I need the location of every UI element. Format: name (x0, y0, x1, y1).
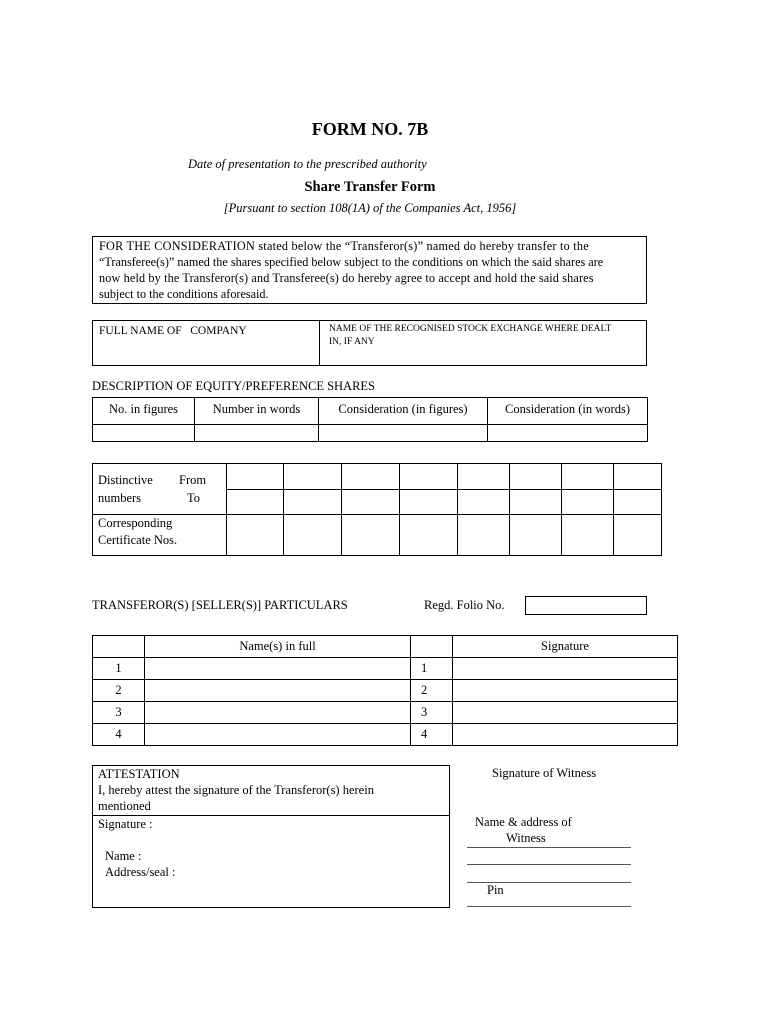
distinctive-label: Distinctive (98, 473, 153, 487)
transferor-table (92, 635, 678, 746)
regd-folio-field[interactable] (525, 596, 647, 615)
regd-folio-label: Regd. Folio No. (424, 598, 505, 612)
attestation-address-label: Address/seal : (105, 865, 176, 879)
witness-name-address-label: Name & address of (475, 815, 572, 829)
consideration-line-3: now held by the Transferor(s) and Transferee(s) do hereby agree to accept and hold the said shares (99, 271, 594, 285)
company-box (92, 320, 647, 366)
name-field[interactable] (145, 702, 411, 724)
signature-field[interactable] (453, 724, 678, 746)
certificate-label: Corresponding (98, 516, 173, 530)
attestation-heading: ATTESTATION (98, 767, 180, 781)
distinctive-label-cont: numbers (98, 491, 142, 505)
stock-exchange-label-cont: IN, IF ANY (329, 337, 375, 347)
col-signature: Signature (453, 636, 678, 658)
no-in-figures-field[interactable] (93, 425, 195, 442)
consideration-line-2: “Transferee(s)” named the shares specified below subject to the conditions on which the said shares are (99, 255, 604, 269)
col-consideration-words: Consideration (in words) (488, 398, 648, 425)
date-of-presentation-line: Date of presentation to the prescribed authority (188, 157, 427, 171)
row-number: 4 (411, 724, 453, 746)
row-number: 3 (93, 702, 145, 724)
full-name-of-company-label: FULL NAME OF COMPANY (99, 325, 247, 337)
col-names-in-full: Name(s) in full (145, 636, 411, 658)
row-number: 2 (93, 680, 145, 702)
certificate-label-cont: Certificate Nos. (98, 533, 178, 547)
shares-description-heading: DESCRIPTION OF EQUITY/PREFERENCE SHARES (92, 379, 376, 393)
row-number: 3 (411, 702, 453, 724)
to-label: To (187, 491, 201, 505)
attestation-text: I, hereby attest the signature of the Transferor(s) herein (98, 783, 374, 797)
witness-line[interactable] (467, 847, 631, 848)
attestation-text-cont: mentioned (98, 799, 151, 813)
consideration-figures-field[interactable] (319, 425, 488, 442)
row-number: 2 (411, 680, 453, 702)
transferor-heading: TRANSFEROR(S) [SELLER(S)] PARTICULARS (92, 598, 348, 612)
consideration-words-field[interactable] (488, 425, 648, 442)
row-number: 4 (93, 724, 145, 746)
number-in-words-field[interactable] (195, 425, 319, 442)
table-row (93, 658, 678, 680)
witness-signature-label: Signature of Witness (492, 766, 597, 780)
signature-field[interactable] (453, 658, 678, 680)
form-title: Share Transfer Form (304, 179, 436, 195)
distinctive-numbers-box (92, 463, 662, 556)
row-number: 1 (411, 658, 453, 680)
witness-pin-line[interactable] (467, 906, 631, 907)
signature-field[interactable] (453, 702, 678, 724)
witness-pin-label: Pin (487, 883, 504, 897)
col-consideration-figures: Consideration (in figures) (319, 398, 488, 425)
attestation-box (92, 765, 450, 908)
shares-table (92, 397, 648, 442)
form-number: FORM NO. 7B (311, 119, 429, 139)
witness-line[interactable] (467, 864, 631, 865)
table-row (93, 702, 678, 724)
col-number-in-words: Number in words (195, 398, 319, 425)
consideration-line-4: subject to the conditions aforesaid. (99, 287, 269, 301)
table-row (93, 680, 678, 702)
attestation-name-label: Name : (105, 849, 142, 863)
name-field[interactable] (145, 658, 411, 680)
consideration-line-1: FOR THE CONSIDERATION stated below the “Transferor(s)” named do hereby transfer to the (99, 239, 589, 253)
name-field[interactable] (145, 724, 411, 746)
signature-field[interactable] (453, 680, 678, 702)
stock-exchange-label: NAME OF THE RECOGNISED STOCK EXCHANGE WHERE DEALT (329, 324, 612, 334)
name-field[interactable] (145, 680, 411, 702)
attestation-signature-label: Signature : (98, 817, 153, 831)
from-label: From (179, 473, 207, 487)
witness-name-address-label-cont: Witness (506, 831, 546, 845)
pursuant-line: [Pursuant to section 108(1A) of the Companies Act, 1956] (223, 201, 517, 215)
row-number: 1 (93, 658, 145, 680)
table-row (93, 724, 678, 746)
col-no-in-figures: No. in figures (93, 398, 195, 425)
consideration-box (92, 236, 647, 304)
